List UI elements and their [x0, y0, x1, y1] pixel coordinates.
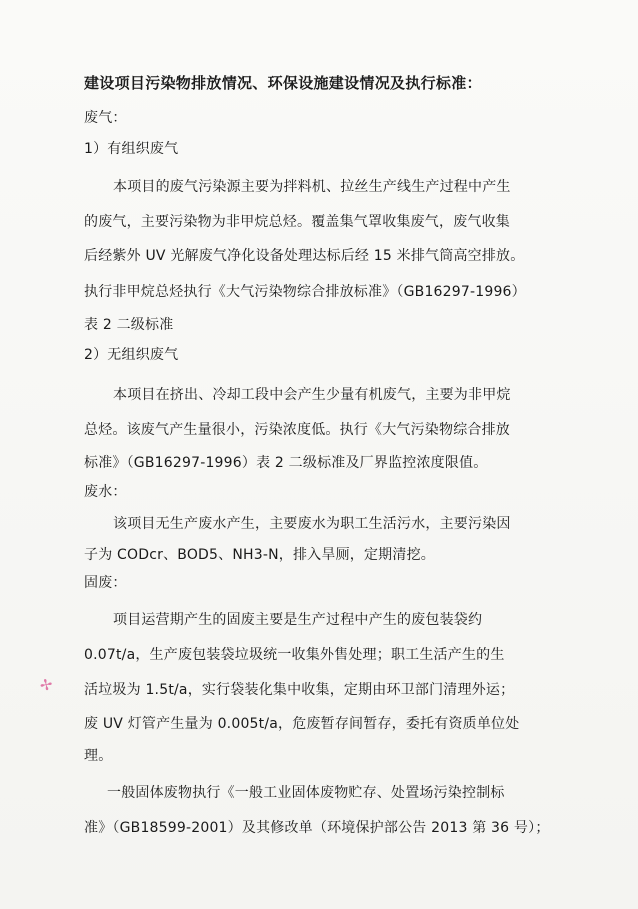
heading-wastewater: 废水： — [84, 484, 127, 500]
heading-solid-waste: 固废： — [84, 575, 127, 591]
heading-waste-gas: 废气： — [84, 110, 127, 126]
paragraph-line: 理。 — [84, 748, 113, 764]
pink-ink-speck: ✢ — [38, 674, 55, 696]
paragraph-line: 本项目在挤出、冷却工段中会产生少量有机废气，主要为非甲烷 — [113, 387, 511, 403]
paragraph-line: 本项目的废气污染源主要为拌料机、拉丝生产线生产过程中产生 — [113, 179, 511, 195]
paragraph-line: 总烃。该废气产生量很小，污染浓度低。执行《大气污染物综合排放 — [84, 422, 510, 438]
paragraph-line: 一般固体废物执行《一般工业固体废物贮存、处置场污染控制标 — [107, 785, 505, 801]
paragraph-line: 项目运营期产生的固废主要是生产过程中产生的废包装袋约 — [113, 612, 483, 628]
paragraph-line: 活垃圾为 1.5t/a，实行袋装化集中收集，定期由环卫部门清理外运； — [84, 682, 515, 698]
paragraph-line: 后经紫外 UV 光解废气净化设备处理达标后经 15 米排气筒高空排放。 — [84, 248, 525, 264]
subheading-unorganized-gas: 2）无组织废气 — [84, 347, 179, 363]
subheading-organized-gas: 1）有组织废气 — [84, 141, 179, 157]
paragraph-line: 的废气，主要污染物为非甲烷总烃。覆盖集气罩收集废气，废气收集 — [84, 214, 510, 230]
paragraph-line: 0.07t/a，生产废包装袋垃圾统一收集外售处理；职工生活产生的生 — [84, 647, 505, 663]
paragraph-line: 标准》（GB16297-1996）表 2 二级标准及厂界监控浓度限值。 — [84, 455, 488, 471]
paragraph-line: 废 UV 灯管产生量为 0.005t/a，危废暂存间暂存，委托有资质单位处 — [84, 716, 520, 732]
paragraph-line: 子为 CODcr、BOD5、NH3-N，排入旱厕，定期清挖。 — [84, 547, 435, 563]
paragraph-line: 准》（GB18599-2001）及其修改单（环境保护部公告 2013 第 36 号）； — [84, 820, 550, 836]
paragraph-line: 表 2 二级标准 — [84, 317, 174, 333]
paragraph-line: 执行非甲烷总烃执行《大气污染物综合排放标准》（GB16297-1996） — [84, 284, 526, 300]
paragraph-line: 该项目无生产废水产生，主要废水为职工生活污水，主要污染因 — [113, 516, 511, 532]
section-title: 建设项目污染物排放情况、环保设施建设情况及执行标准： — [84, 74, 482, 92]
